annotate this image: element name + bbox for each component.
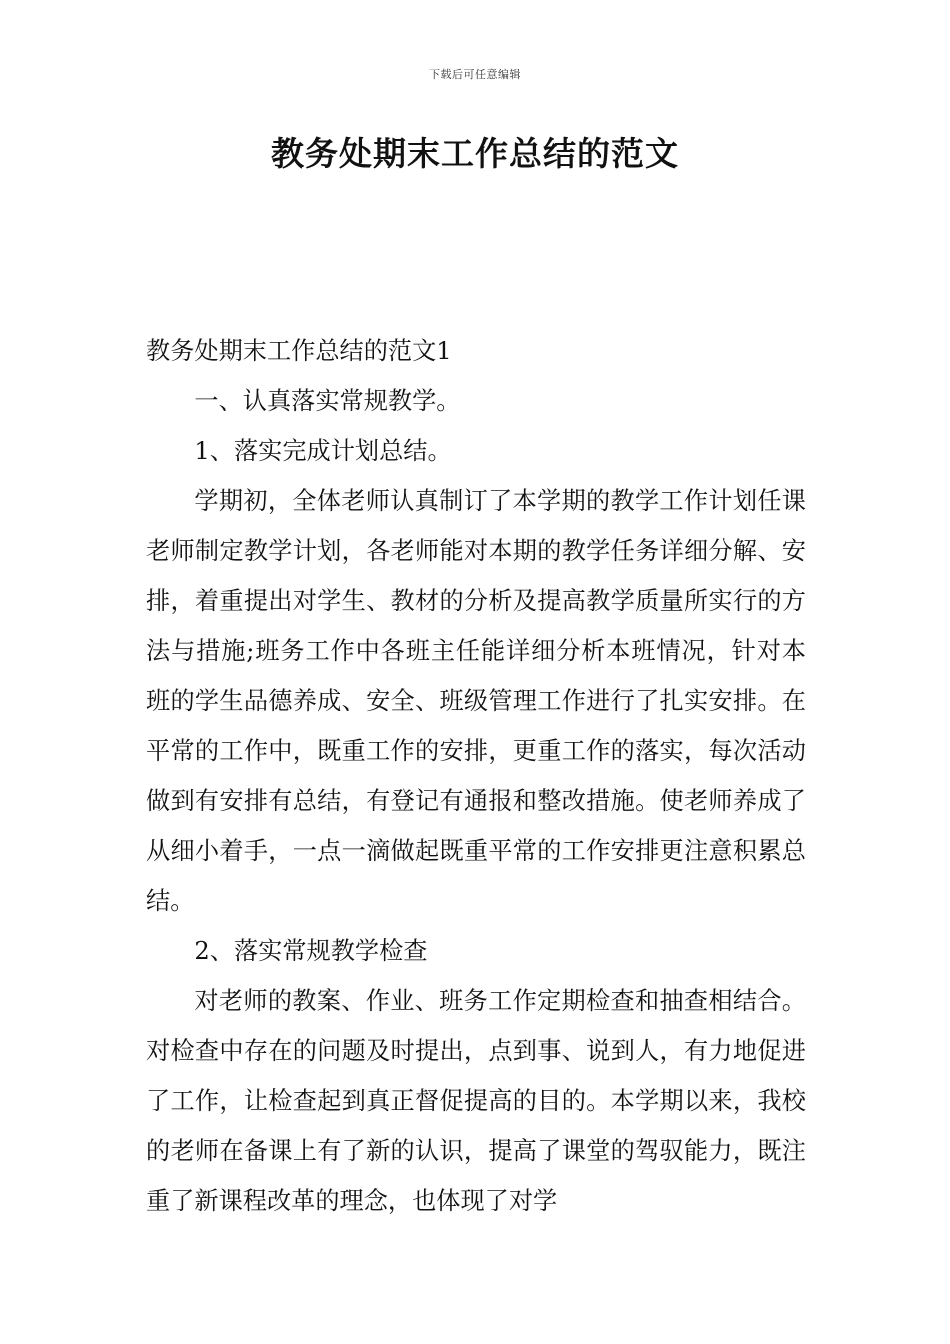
subsection-heading: 一、认真落实常规教学。 [194,387,461,415]
header-note: 下载后可任意编辑 [429,68,521,81]
body-paragraph: 对老师的教案、作业、班务工作定期检查和抽查相结合。对检查中存在的问题及时提出，点到事、说到人，有力地促进了工作，让检查起到真正督促提高的目的。本学期以来，我校的老师在备课上有了新的认识，提高了课堂的驾驭能力，既注重了新课程改革的理念，也体现了对学 [146,987,806,1215]
item-heading: 1、落实完成计划总结。 [194,437,452,465]
body-paragraph: 学期初，全体老师认真制订了本学期的教学工作计划任课老师制定教学计划，各老师能对本期的教学任务详细分解、安排，着重提出对学生、教材的分析及提高教学质量所实行的方法与措施;班务工作中各班主任能详细分析本班情况，针对本班的学生品德养成、安全、班级管理工作进行了扎实安排。在平常的工作中，既重工作的安排，更重工作的落实，每次活动做到有安排有总结，有登记有通报和整改措施。使老师养成了从细小着手，一点一滴做起既重平常的工作安排更注意积累总结。 [146,487,806,915]
document-body [146,326,806,1226]
item-heading: 2、落实常规教学检查 [194,937,428,965]
document-title: 教务处期末工作总结的范文 [271,134,679,173]
section-heading: 教务处期末工作总结的范文1 [146,337,452,365]
